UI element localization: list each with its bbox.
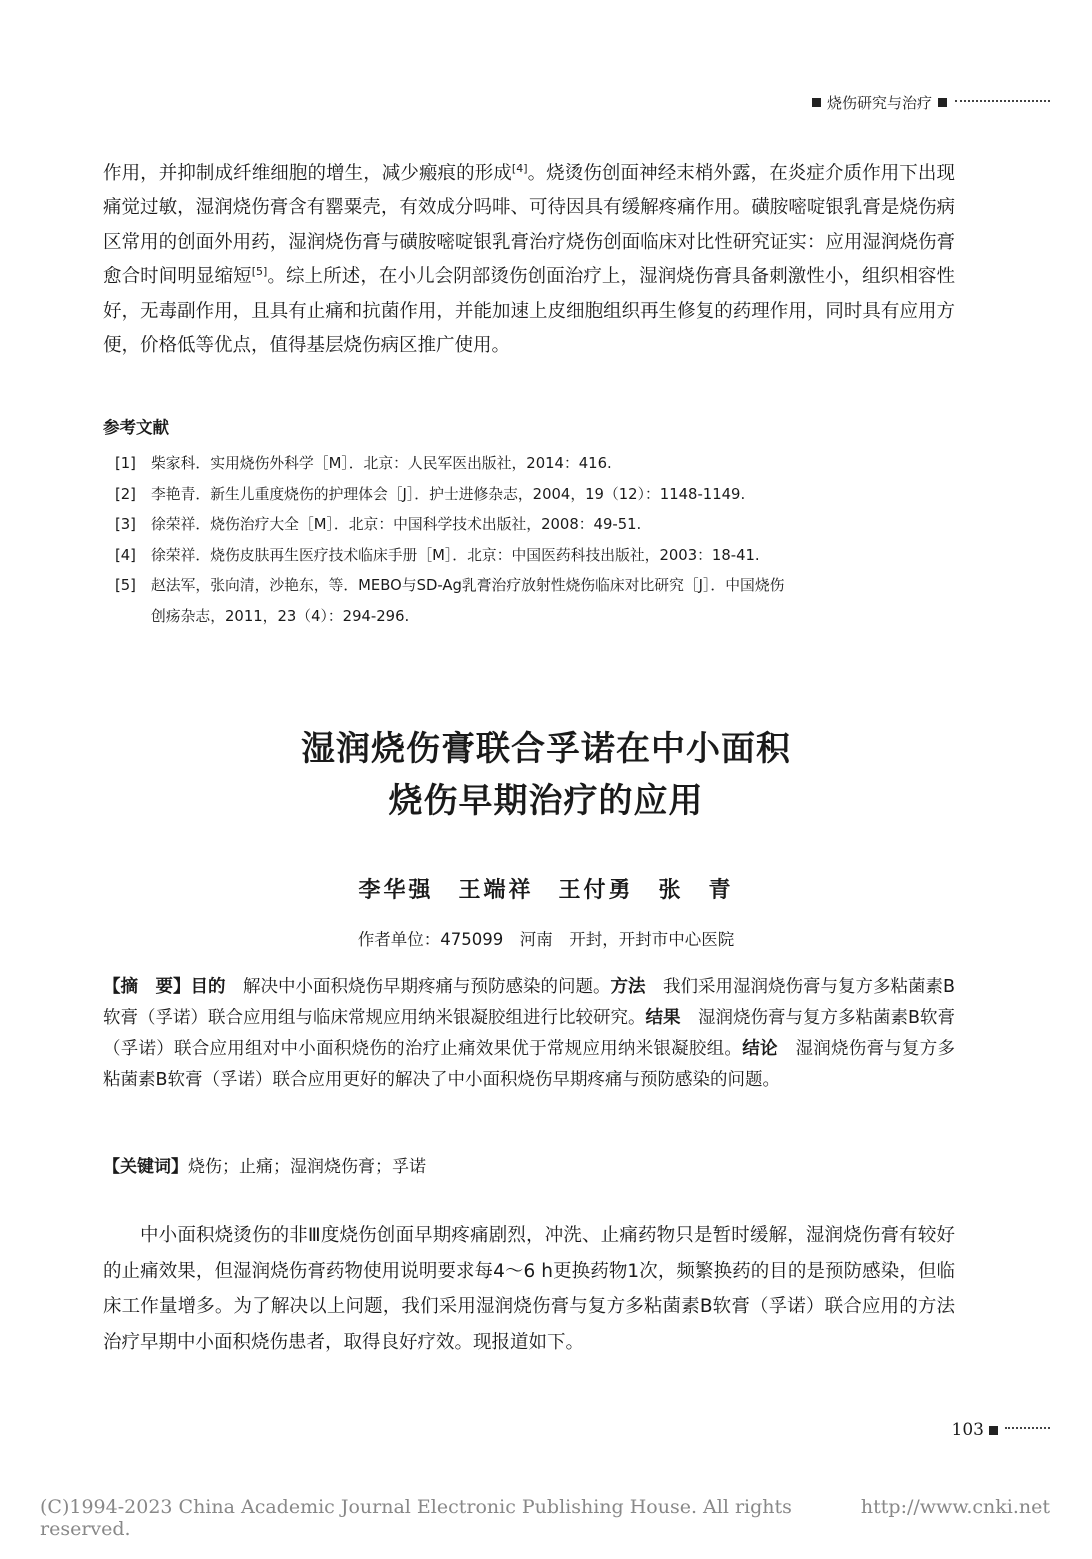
title-line: 烧伤早期治疗的应用 <box>388 781 704 821</box>
reference-text: 李艳青．新生儿重度烧伤的护理体会［J］．护士进修杂志，2004，19（12）：1148-1149. <box>151 485 746 503</box>
body-text-part: 。综上所述，在小儿会阴部烫伤创面治疗上，湿润烧伤膏具备刺激性小，组织相容性好，无毒副作用，且具有止痛和抗菌作用，并能加速上皮细胞组织再生修复的药理作用，同时具有应用方便，价格低等优点，值得基层烧伤病区推广使用。 <box>103 266 955 357</box>
reference-text: 徐荣祥．烧伤皮肤再生医疗技术临床手册［M］．北京：中国医药科技出版社，2003：18-41. <box>151 546 760 564</box>
reference-number: [3] <box>115 516 136 534</box>
reference-list <box>103 449 955 633</box>
abstract-method-label: 方法 <box>610 977 646 997</box>
square-bullet-icon <box>812 98 821 107</box>
authors: 李华强 王端祥 王付勇 张 青 <box>358 878 734 903</box>
copyright-text: (C)1994-2023 China Academic Journal Electronic Publishing House. All rights reserved. <box>40 1496 792 1540</box>
page-number: 103 <box>951 1420 984 1440</box>
title-line: 湿润烧伤膏联合孚诺在中小面积 <box>301 729 791 769</box>
reference-text: 徐荣祥．烧伤治疗大全［M］．北京：中国科学技术出版社，2008：49-51. <box>151 516 642 534</box>
section-title: 烧伤研究与治疗 <box>826 94 932 112</box>
abstract-result-label: 结果 <box>645 1008 681 1028</box>
references-heading: 参考文献 <box>103 418 169 437</box>
abstract-conclusion: 湿润烧伤膏与复方多粘菌素B软膏（孚诺）联合应用更好的解决了中小面积烧伤早期疼痛与预防感染的问题。 <box>103 1039 956 1090</box>
abstract-method: 我们采用湿润烧伤膏与复方多粘菌素B软膏（孚诺）联合应用组与临床常规应用纳米银凝胶组进行比较研究。 <box>103 977 956 1028</box>
citation-5[interactable]: [5] <box>251 265 268 279</box>
abstract-result: 湿润烧伤膏与复方多粘菌素B软膏（孚诺）联合应用组对中小面积烧伤的治疗止痛效果优于常规应用纳米银凝胶组。 <box>103 1008 956 1059</box>
reference-number: [2] <box>115 485 136 503</box>
body-paragraph <box>103 157 955 363</box>
abstract <box>103 972 955 1096</box>
keywords <box>103 1152 955 1177</box>
reference-number: [4] <box>115 546 136 564</box>
body-text-part: 。烧烫伤创面神经末梢外露，在炎症介质作用下出现痛觉过敏，湿润烧伤膏含有罂粟壳，有效成分吗啡、可待因具有缓解疼痛作用。磺胺嘧啶银乳膏是烧伤病区常用的创面外用药，湿润烧伤膏与磺胺嘧啶银乳膏治疗烧伤创面临床对比性研究证实：应用湿润烧伤膏愈合时间明显缩短 <box>103 163 955 288</box>
keywords-label: 【关键词】 <box>103 1157 188 1177</box>
reference-item <box>103 571 955 602</box>
running-header <box>812 92 1050 113</box>
reference-item <box>103 449 955 480</box>
reference-item <box>103 541 955 572</box>
abstract-conclusion-label: 结论 <box>742 1039 778 1059</box>
dotted-rule <box>955 100 1050 102</box>
abstract-label: 【摘 要】 <box>103 977 191 997</box>
intro-paragraph: 中小面积烧烫伤的非Ⅲ度烧伤创面早期疼痛剧烈，冲洗、止痛药物只是暂时缓解，湿润烧伤膏有较好的止痛效果，但湿润烧伤膏药物使用说明要求每4～6 h更换药物1次，频繁换药的目的是预防感染，但临床工作量增多。为了解决以上问题，我们采用湿润烧伤膏与复方多粘菌素B软膏（孚诺）联合应用的方法治疗早期中小面积烧伤患者，取得良好疗效。现报道如下。 <box>103 1225 955 1353</box>
reference-number: [1] <box>115 455 136 472</box>
page-footer <box>952 1420 1050 1440</box>
reference-text: 赵法军，张向清，沙艳东，等．MEBO与SD-Ag乳膏治疗放射性烧伤临床对比研究［J］．中国烧伤 <box>151 577 785 595</box>
reference-item <box>103 510 955 541</box>
square-bullet-icon <box>938 98 947 107</box>
reference-item <box>103 480 955 511</box>
reference-text: 柴家科．实用烧伤外科学［M］．北京：人民军医出版社，2014：416. <box>151 455 612 472</box>
citation-4[interactable]: [4] <box>511 161 528 175</box>
affiliation: 作者单位：475099 河南 开封，开封市中心医院 <box>357 930 735 949</box>
reference-number: [5] <box>115 577 136 595</box>
reference-continuation: 创疡杂志，2011，23（4）：294-296. <box>151 607 410 625</box>
keywords-text: 烧伤；止痛；湿润烧伤膏；孚诺 <box>188 1157 426 1177</box>
article-title <box>0 723 1092 827</box>
dotted-rule <box>1005 1427 1050 1429</box>
copyright-bar <box>40 1496 1050 1540</box>
site-link[interactable]: http://www.cnki.net <box>860 1496 1050 1518</box>
square-bullet-icon <box>989 1426 998 1435</box>
abstract-purpose-label: 目的 <box>190 977 226 997</box>
body-text-part: 作用，并抑制成纤维细胞的增生，减少瘢痕的形成 <box>103 163 512 184</box>
abstract-purpose: 解决中小面积烧伤早期疼痛与预防感染的问题。 <box>225 977 611 997</box>
